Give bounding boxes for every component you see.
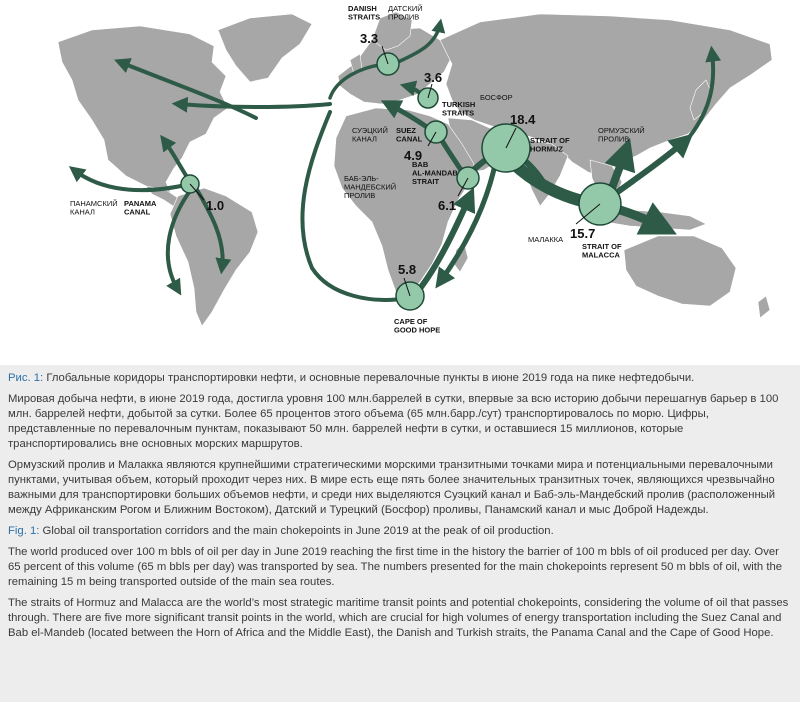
fig-ref-en[interactable]: Fig. 1: xyxy=(8,525,40,537)
caption-en-title xyxy=(8,524,792,539)
value-suez: 4.9 xyxy=(404,148,423,163)
caption-ru-para1: Мировая добыча нефти, в июне 2019 года, достигла уровня 100 млн.баррелей в сутки, впервые за всю историю добычи перешагнув барьер в 100 млн. баррелей нефти, добытой за сутки. Более 65 процентов этого объема (65 млн.барр./сут) транспортировалось по морю. Цифры, представленные по перевалочным пунктам, показывают 50 млн. баррелей нефти в сутки, и оставшиеся 15 миллионов, которые транспортировались вне основных морских маршрутов. xyxy=(8,393,779,450)
value-panama: 1.0 xyxy=(206,198,225,213)
value-malacca: 15.7 xyxy=(570,226,596,241)
label-ru-turkish: БОСФОР xyxy=(480,93,513,102)
value-hormuz: 18.4 xyxy=(510,112,536,127)
caption-en-para2: The straits of Hormuz and Malacca are the world’s most strategic maritime transit points and potential chokepoints, considering the volume of oil that passes through. There are five more significant transit points in the world, which are crucial for high volumes of energy transportation including the Suez Canal and Bab el-Mandeb (located between the Horn of Africa and the Middle East), the Danish and Turkish straits, the Panama Canal and the Cape of Good Hope. xyxy=(8,597,789,639)
value-turkish: 3.6 xyxy=(424,70,443,85)
figure-caption xyxy=(0,365,800,702)
caption-en-title-text: Global oil transportation corridors and the main chokepoints in June 2019 at the peak of oil production. xyxy=(39,525,554,537)
route-europe-west xyxy=(178,104,330,107)
chokepoint-danish-circle[interactable] xyxy=(377,53,399,75)
label-en-danish: DANISH STRAITS xyxy=(348,4,381,22)
label-ru-danish: ДАТСКИЙ ПРОЛИВ xyxy=(388,4,423,22)
land-australia xyxy=(624,236,736,306)
land-greenland xyxy=(218,14,312,82)
label-en-goodhope: CAPE OF GOOD HOPE xyxy=(394,317,441,335)
label-en-malacca: STRAIT OF MALACCA xyxy=(582,242,622,260)
land-north-america xyxy=(58,26,228,196)
label-ru-hormuz: ОРМУЗСКИЙ ПРОЛИВ xyxy=(598,126,645,144)
value-bab: 6.1 xyxy=(438,198,457,213)
label-ru-bab: БАБ-ЭЛЬ-МАНДЕБСКИЙ ПРОЛИВ xyxy=(344,174,397,200)
label-en-suez: SUEZ CANAL xyxy=(396,126,423,144)
value-danish: 3.3 xyxy=(360,31,379,46)
caption-en-para1: The world produced over 100 m bbls of oil per day in June 2019 reaching the first time in the history the barrier of 100 m bbls of oil produced per day. Over 65 percent of this volume (65 m bbls per day) was transported by sea. The numbers presented for the main chokepoints represent 50 m bbls of oil, with the remaining 15 m being transported outside of the main sea routes. xyxy=(8,546,783,588)
label-ru-malacca: МАЛАККА xyxy=(528,235,564,244)
caption-ru-title xyxy=(8,371,792,386)
caption-ru-title-text: Глобальные коридоры транспортировки нефти, и основные перевалочные пункты в июне 2019 года на пике нефтедобычи. xyxy=(43,372,695,384)
caption-ru-para2: Ормузский пролив и Малакка являются крупнейшими стратегическими морскими транзитными точками мира и потенциальными перевалочными пунктами, учитывая объем, который проходит через них. В мире есть еще пять более значительных транзитных точек, являющихся чрезвычайно важными для транспортировки больших объемов нефти, и среди них выделяются Суэцкий канал и Баб-эль-Мандебский пролив (расположенный между Африканским Рогом и Ближним Востоком), Датский и Турецкий (Босфор) проливы, Панамский канал и мыс Доброй Надежды. xyxy=(8,459,776,516)
value-goodhope: 5.8 xyxy=(398,262,417,277)
label-en-turkish: TURKISH STRAITS xyxy=(442,100,476,118)
fig-ref-ru[interactable]: Рис. 1: xyxy=(8,372,44,384)
label-en-hormuz: STRAIT OF HORMUZ xyxy=(530,136,570,154)
land-new-zealand xyxy=(758,296,770,318)
label-ru-suez: СУЭЦКИЙ КАНАЛ xyxy=(352,126,388,144)
label-ru-panama: ПАНАМСКИЙ КАНАЛ xyxy=(70,199,118,217)
label-en-bab: BAB AL-MANDAB STRAIT xyxy=(412,160,458,186)
label-en-panama: PANAMA CANAL xyxy=(124,199,157,217)
